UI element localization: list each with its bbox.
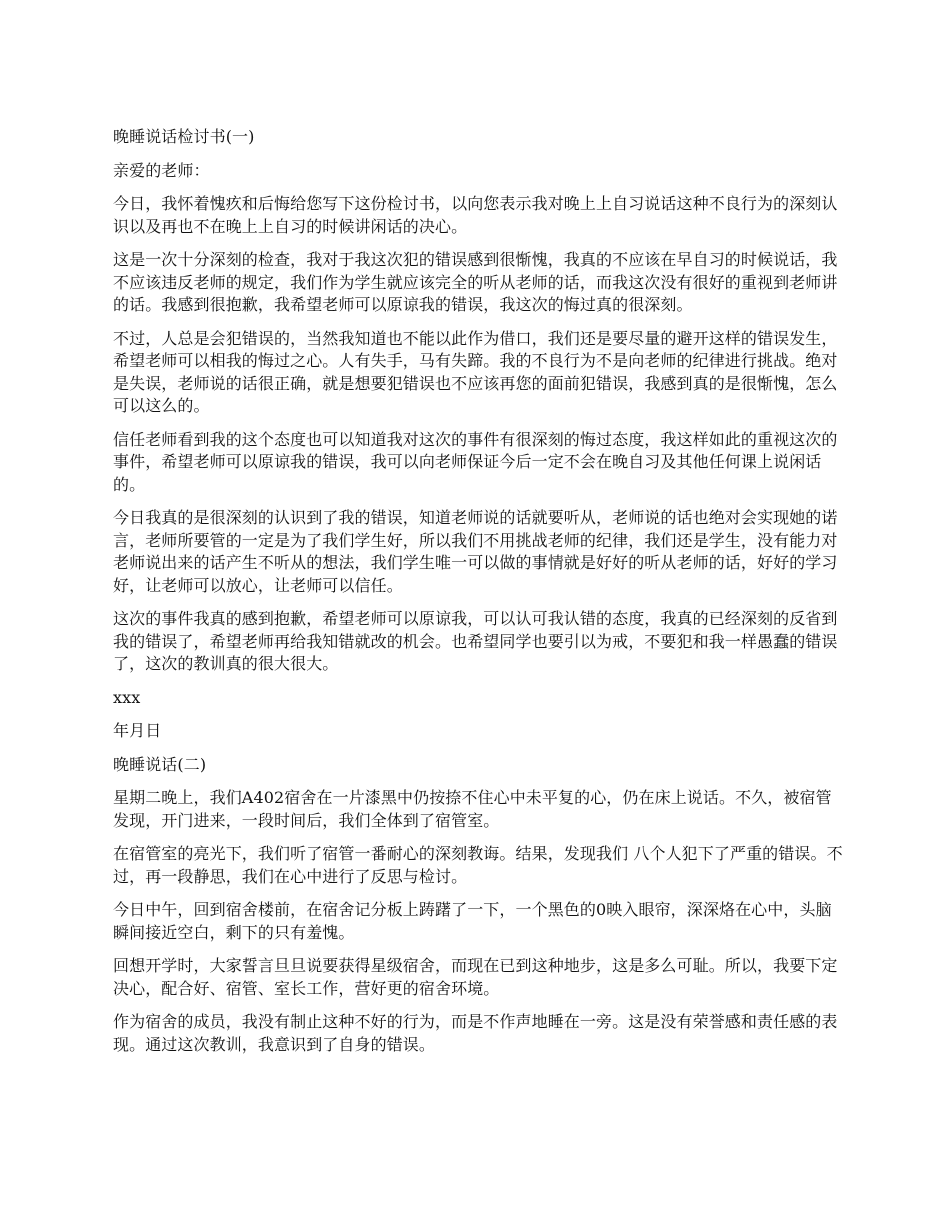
- paragraph: 这次的事件我真的感到抱歉，希望老师可以原谅我，可以认可我认错的态度，我真的已经深刻的反省到我的错误了，希望老师再给我知错就改的机会。也希望同学也要引以为戒，不要犯和我一样愚蠢的错误了，这次的教训真的很大很大。: [113, 609, 838, 673]
- paragraph: 这是一次十分深刻的检查，我对于我这次犯的错误感到很惭愧，我真的不应该在早自习的时候说话，我不应该违反老师的规定，我们作为学生就应该完全的听从老师的话，而我这次没有很好的重视到老师讲的话。我感到很抱歉，我希望老师可以原谅我的错误，我这次的悔过真的很深刻。: [113, 250, 838, 314]
- paragraph: 作为宿舍的成员，我没有制止这种不好的行为，而是不作声地睡在一旁。这是没有荣誉感和责任感的表现。通过这次教训，我意识到了自身的错误。: [113, 1012, 838, 1054]
- paragraph: 信任老师看到我的这个态度也可以知道我对这次的事件有很深刻的悔过态度，我这样如此的重视这次的事件，希望老师可以原谅我的错误，我可以向老师保证今后一定不会在晚自习及其他任何课上说闲话的。: [113, 429, 838, 494]
- paragraph: 今日我真的是很深刻的认识到了我的错误，知道老师说的话就要听从，老师说的话也绝对会实现她的诺言，老师所要管的一定是为了我们学生好，所以我们不用挑战老师的纪律，我们还是学生，没有能力对老师说出来的话产生不听从的想法，我们学生唯一可以做的事情就是好好的听从老师的话，好好的学习好，让老师可以放心，让老师可以信任。: [113, 508, 838, 595]
- paragraph: 不过，人总是会犯错误的，当然我知道也不能以此作为借口，我们还是要尽量的避开这样的错误发生，希望老师可以相我的悔过之心。人有失手，马有失蹄。我的不良行为不是向老师的纪律进行挑战。绝对是失误，老师说的话很正确，就是想要犯错误也不应该再您的面前犯错误，我感到真的是很惭愧，怎么可以这么的。: [113, 328, 838, 415]
- doc-title-1: 晚睡说话检讨书(一): [113, 127, 255, 146]
- paragraph: 今日中午，回到宿舍楼前，在宿舍记分板上踌躇了一下，一个黑色的0映入眼帘，深深烙在心中，头脑瞬间接近空白，剩下的只有羞愧。: [113, 900, 832, 942]
- document-body: [113, 126, 843, 1067]
- signature-name: xxx: [113, 687, 141, 707]
- paragraph: 在宿管室的亮光下，我们听了宿管一番耐心的深刻教诲。结果，发现我们 八个人犯下了严重的错误。不过，再一段静思，我们在心中进行了反思与检讨。: [113, 844, 843, 886]
- salutation: 亲爱的老师：: [113, 160, 210, 180]
- doc-title-2: 晚睡说话(二): [113, 754, 207, 774]
- signature-date: 年月日: [113, 721, 162, 740]
- paragraph: 星期二晚上，我们A402宿舍在一片漆黑中仍按捺不住心中未平复的心，仍在床上说话。不久，被宿管发现，开门进来，一段时间后，我们全体到了宿管室。: [113, 788, 832, 830]
- paragraph: 回想开学时，大家誓言旦旦说要获得星级宿舍，而现在已到这种地步，这是多么可耻。所以，我要下定决心，配合好、宿管、室长工作，营好更的宿舍环境。: [113, 956, 838, 998]
- paragraph: 今日，我怀着愧疚和后悔给您写下这份检讨书，以向您表示我对晚上上自习说话这种不良行为的深刻认识以及再也不在晚上上自习的时候讲闲话的决心。: [113, 194, 838, 236]
